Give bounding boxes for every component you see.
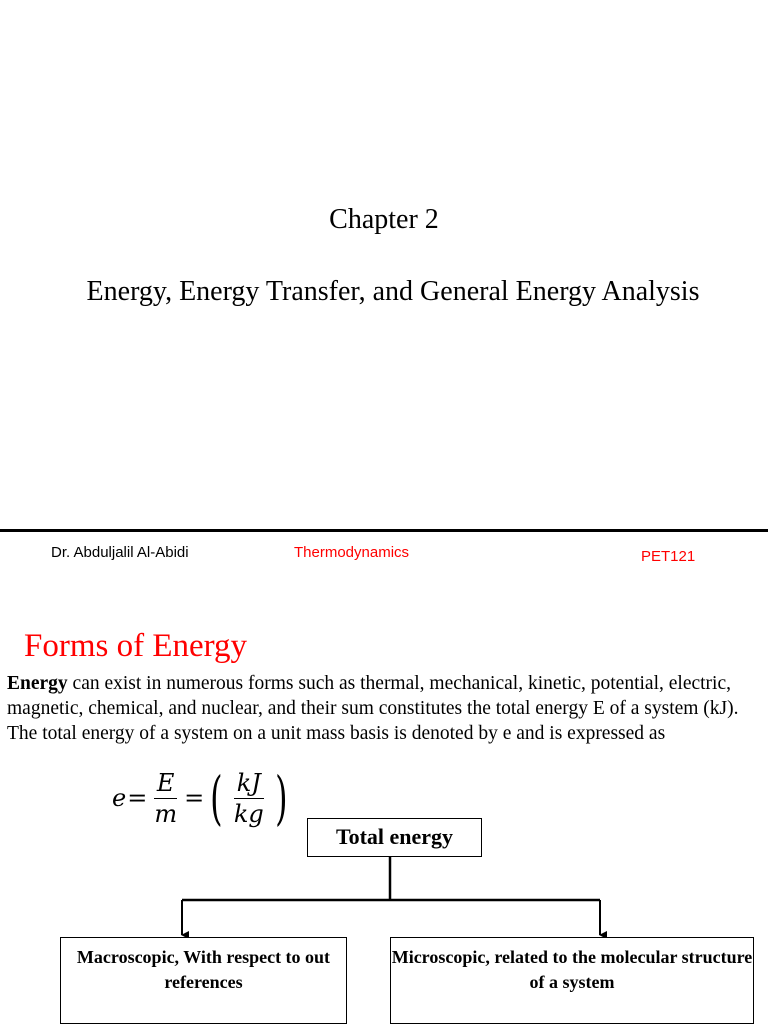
microscopic-box: Microscopic, related to the molecular structure of a system (390, 937, 754, 1024)
chapter-title: Chapter 2 (329, 204, 439, 235)
equals-sign: = (127, 784, 148, 812)
macroscopic-box: Macroscopic, With respect to out references (60, 937, 347, 1024)
unit-numerator: kJ (234, 769, 264, 799)
energy-formula (112, 766, 292, 830)
equals-sign: = (184, 784, 205, 812)
footer-course: Thermodynamics (294, 544, 410, 561)
energy-paragraph (7, 671, 764, 746)
paragraph-bold-term: Energy (7, 673, 68, 694)
formula-lhs: e (112, 784, 127, 812)
right-paren: ) (274, 764, 288, 832)
footer-code: PET121 (641, 548, 696, 565)
total-energy-box: Total energy (307, 818, 482, 857)
formula-denominator: m (154, 799, 178, 828)
section-heading: Forms of Energy (24, 628, 248, 664)
left-paren: ( (210, 764, 223, 832)
footer-author: Dr. Abduljalil Al-Abidi (51, 544, 189, 561)
unit-denominator: kg (233, 799, 264, 828)
chapter-subtitle: Energy, Energy Transfer, and General Energy Analysis (86, 276, 700, 307)
formula-numerator: E (154, 769, 178, 799)
unit-fraction (231, 769, 267, 828)
slide-divider (0, 529, 768, 532)
paragraph-body: can exist in numerous forms such as thermal, mechanical, kinetic, potential, electric, magnetic, chemical, and nuclear, and their sum constitutes the total energy E of a system (kJ). The total energy of a system on a unit mass basis is denoted by e and is expressed as (7, 673, 739, 744)
formula-fraction (151, 769, 180, 828)
